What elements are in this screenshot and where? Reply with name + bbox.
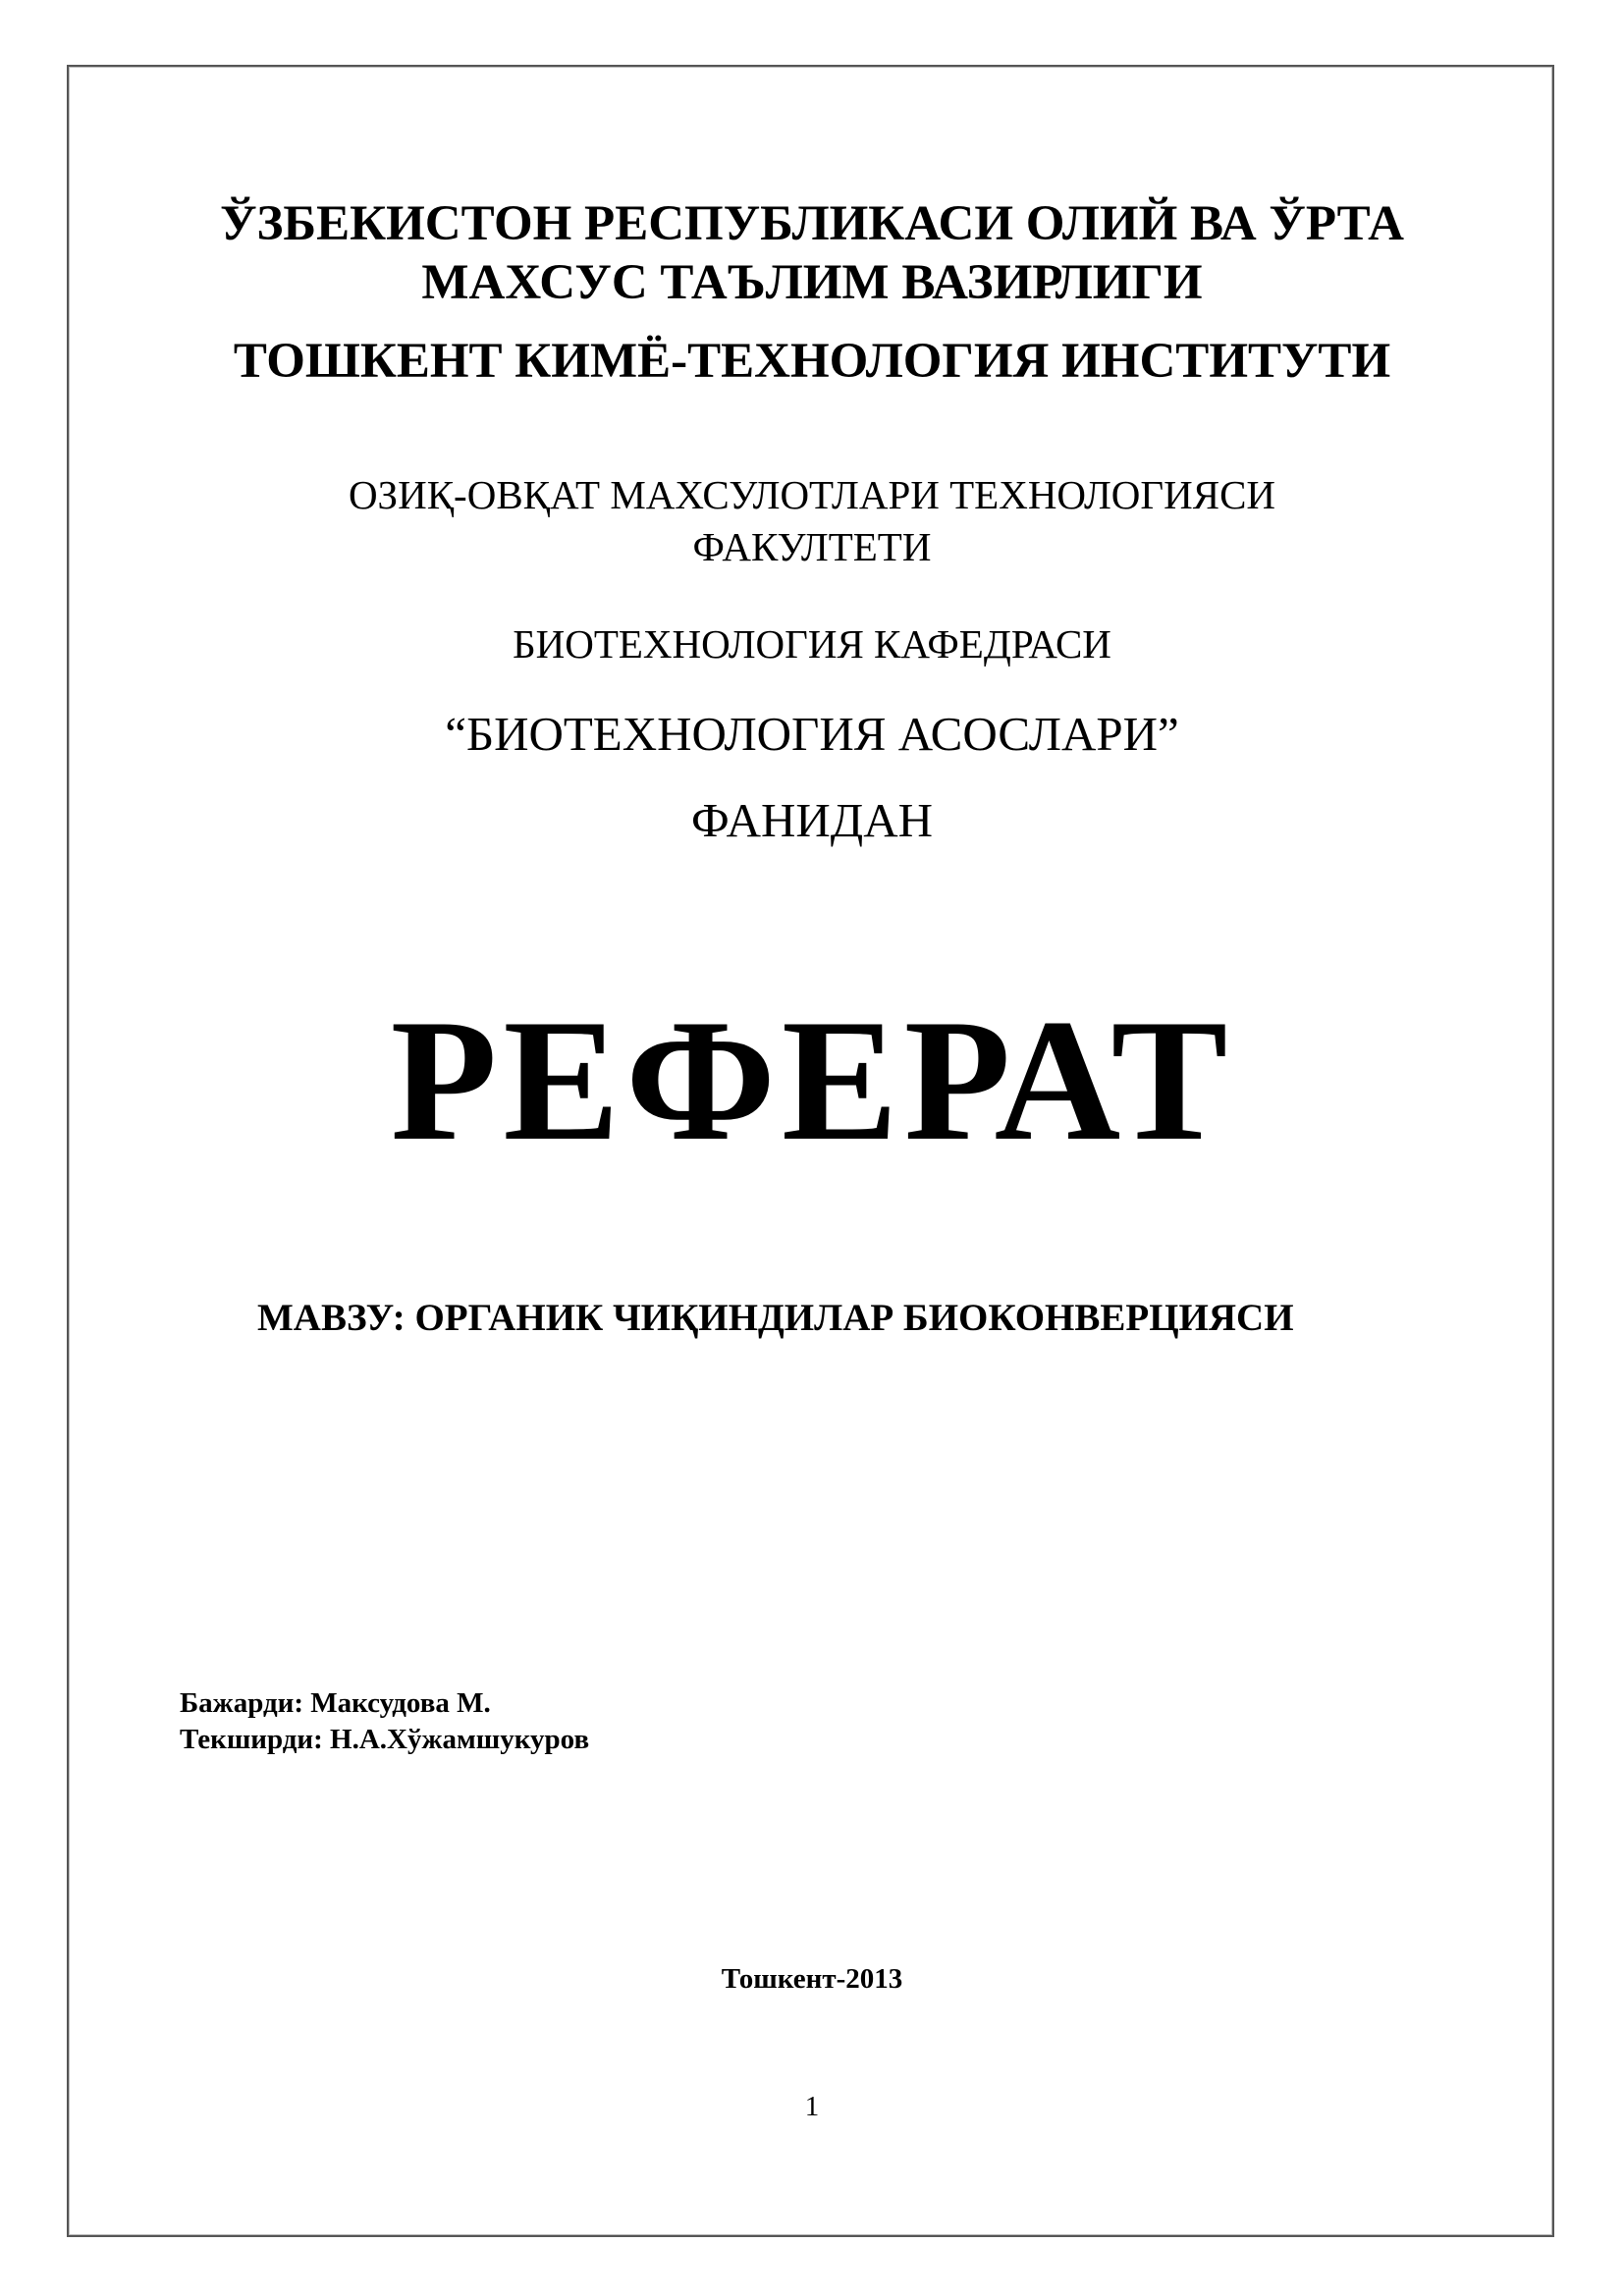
faculty-line-1: ОЗИҚ-ОВҚАТ МАХСУЛОТЛАРИ ТЕХНОЛОГИЯСИ	[348, 472, 1276, 517]
credits-block	[180, 1685, 589, 1758]
checked-by-line: Текширди: Н.А.Хўжамшукуров	[180, 1724, 590, 1755]
department-heading: БИОТЕХНОЛОГИЯ КАФЕДРАСИ	[513, 621, 1111, 667]
subject-suffix: ФАНИДАН	[691, 793, 933, 847]
place-year: Тошкент-2013	[721, 1963, 903, 1995]
subject-title: “БИОТЕХНОЛОГИЯ АСОСЛАРИ”	[445, 707, 1179, 761]
topic-line: МАВЗУ: ОРГАНИК ЧИҚИНДИЛАР БИОКОНВЕРЦИЯСИ	[257, 1297, 1294, 1339]
institute-heading: ТОШКЕНТ КИМЁ-ТЕХНОЛОГИЯ ИНСТИТУТИ	[233, 334, 1391, 389]
faculty-line-2: ФАКУЛТЕТИ	[692, 524, 932, 569]
document-type-title: РЕФЕРАТ	[390, 983, 1234, 1177]
page-number: 1	[804, 2091, 820, 2122]
ministry-line-2: МАХСУС ТАЪЛИМ ВАЗИРЛИГИ	[421, 255, 1203, 310]
ministry-line-1: ЎЗБЕКИСТОН РЕСПУБЛИКАСИ ОЛИЙ ВА ЎРТА	[220, 196, 1404, 251]
ministry-heading	[0, 194, 1624, 312]
performed-by-line: Бажарди: Максудова М.	[180, 1687, 491, 1719]
faculty-heading	[0, 469, 1624, 573]
